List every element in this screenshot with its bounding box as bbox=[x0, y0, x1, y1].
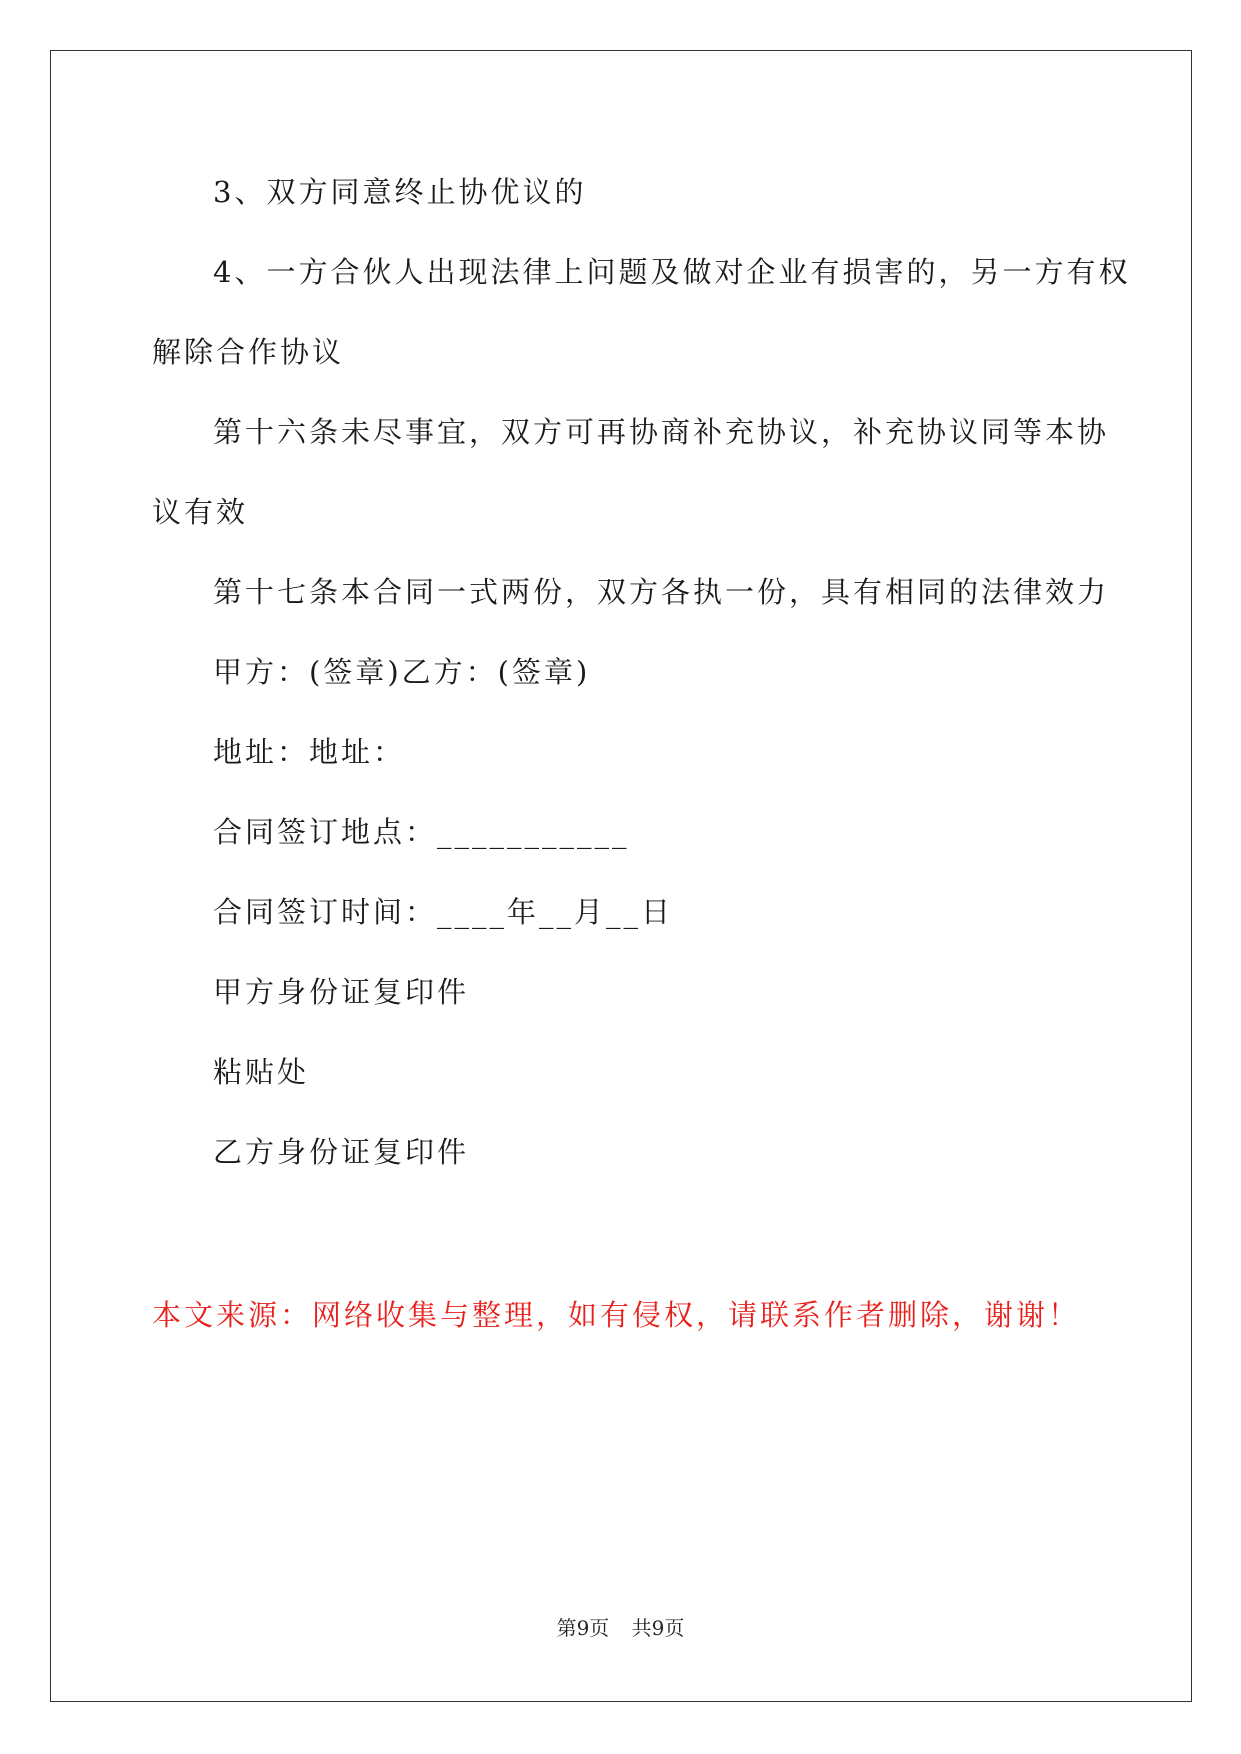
article-16-continued: 议有效 bbox=[152, 495, 249, 529]
article-16: 第十六条未尽事宜，双方可再协商补充协议，补充协议同等本协 bbox=[213, 415, 1110, 449]
page-border bbox=[50, 50, 1192, 1702]
party-a-id-copy: 甲方身份证复印件 bbox=[213, 975, 470, 1009]
clause-4: 4、一方合伙人出现法律上问题及做对企业有损害的，另一方有权 bbox=[213, 255, 1131, 289]
clause-3: 3、双方同意终止协优议的 bbox=[213, 175, 587, 209]
article-17: 第十七条本合同一式两份，双方各执一份，具有相同的法律效力 bbox=[213, 575, 1110, 609]
signing-date: 合同签订时间：____年__月__日 bbox=[213, 895, 674, 929]
page-number-current: 第9页 bbox=[556, 1616, 610, 1640]
page-footer bbox=[0, 1612, 1241, 1641]
clause-4-continued: 解除合作协议 bbox=[152, 335, 345, 369]
paste-here: 粘贴处 bbox=[213, 1055, 310, 1089]
copyright-notice: 本文来源：网络收集与整理，如有侵权，请联系作者删除，谢谢！ bbox=[152, 1298, 1081, 1332]
page-number-total: 共9页 bbox=[631, 1616, 685, 1640]
signature-line: 甲方：(签章)乙方：(签章) bbox=[213, 655, 591, 689]
party-b-id-copy: 乙方身份证复印件 bbox=[213, 1135, 470, 1169]
address-line: 地址：地址： bbox=[213, 735, 406, 769]
signing-place: 合同签订地点：___________ bbox=[213, 815, 630, 849]
